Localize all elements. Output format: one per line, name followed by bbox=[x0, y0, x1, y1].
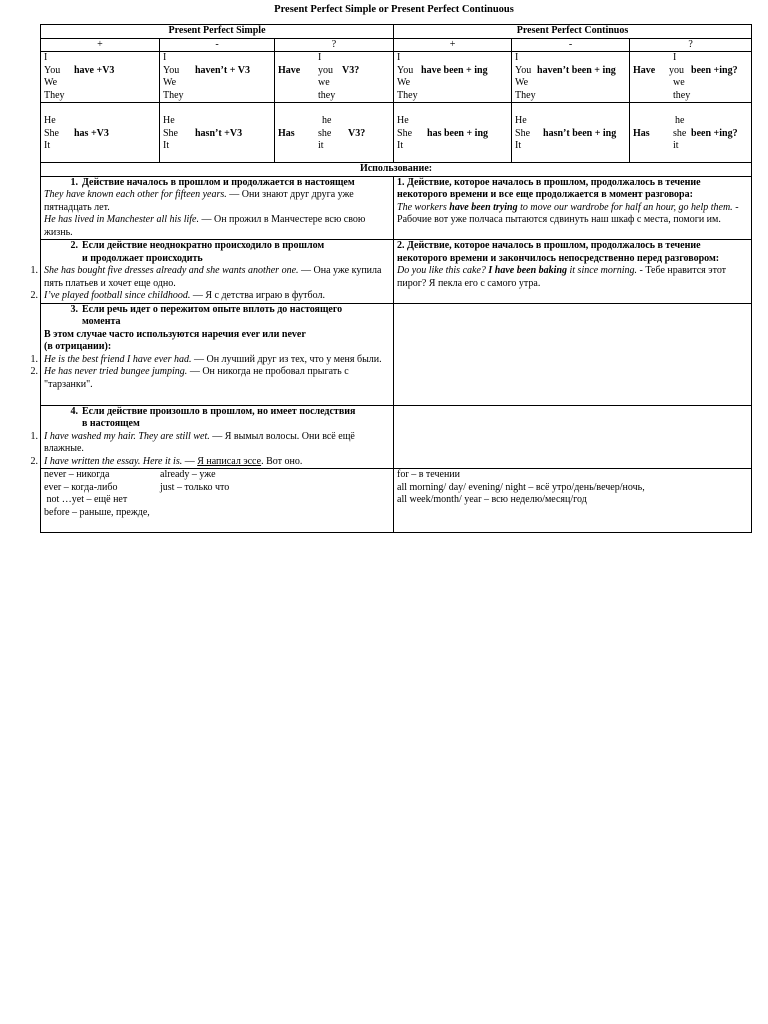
document-title: Present Perfect Simple or Present Perfect Continuous bbox=[274, 4, 514, 15]
sign-minus: - bbox=[512, 38, 630, 52]
simple-signal-words: never – никогда already – уже ever – когда-либо just – только что not …yet – ещё нет before – раньше, прежде, bbox=[41, 469, 394, 533]
simple-usage-3: 3. Если речь идет о пережитом опыте вплоть до настоящего момента В этом случае часто используются наречия ever или never (в отрицании): 1. He is the best friend I have ever had. — Он лучший друг из тех, что у меня были. 2. He has never tried bungee jumping. — Он никогда не пробовал прыгать с "тарзанки". bbox=[41, 303, 394, 405]
continuous-usage-2: 2. Действие, которое началось в прошлом, продолжалось в течение некоторого времени и закончилось непосредственно перед разговором: Do you like this cake? I have been baking it since morning. - Тебе нравится этот пирог? Я пекла его с самого утра. bbox=[394, 240, 752, 304]
header-simple: Present Perfect Simple bbox=[41, 25, 394, 39]
sign-plus: + bbox=[394, 38, 512, 52]
simple-affirmative-singular: He She has +V3 It bbox=[41, 103, 160, 163]
simple-question-singular: he Has she V3? it bbox=[275, 103, 394, 163]
simple-affirmative-plural: I You have +V3 We They bbox=[41, 52, 160, 103]
sign-question: ? bbox=[630, 38, 752, 52]
sign-plus: + bbox=[41, 38, 160, 52]
sign-question: ? bbox=[275, 38, 394, 52]
continuous-usage-3-empty bbox=[394, 303, 752, 405]
continuous-usage-1: 1. Действие, которое началось в прошлом, продолжалось в течение некоторого времени и все еще продолжается в момент разговора: The workers have been trying to move our wardrobe for half an hour, go help them. - Рабочие вот уже полчаса пытаются сдвинуть наш шкаф с места, помоги им. bbox=[394, 176, 752, 240]
simple-negative-singular: He She hasn’t +V3 It bbox=[160, 103, 275, 163]
continuous-negative-singular: He She hasn’t been + ing It bbox=[512, 103, 630, 163]
continuous-question-singular: he Has she been +ing? it bbox=[630, 103, 752, 163]
continuous-negative-plural: I You haven’t been + ing We They bbox=[512, 52, 630, 103]
continuous-question-plural: I Have you been +ing? we they bbox=[630, 52, 752, 103]
simple-negative-plural: I You haven’t + V3 We They bbox=[160, 52, 275, 103]
simple-question-plural: I Have you V3? we they bbox=[275, 52, 394, 103]
continuous-affirmative-singular: He She has been + ing It bbox=[394, 103, 512, 163]
header-continuous: Present Perfect Continuos bbox=[394, 25, 752, 39]
simple-usage-1: 1. Действие началось в прошлом и продолжается в настоящем They have known each other for fifteen years. — Они знают друг друга уже пятнадцать лет. He has lived in Manchester all his life. — Он прожил в Манчестере всю свою жизнь. bbox=[41, 176, 394, 240]
simple-usage-4: 4. Если действие произошло в прошлом, но имеет последствия в настоящем 1. I have washed my hair. They are still wet. — Я вымыл волосы. Они всё ещё влажные. 2. I have written the essay. Here it is. — Я написал эссе. Вот оно. bbox=[41, 405, 394, 469]
grammar-table bbox=[30, 24, 752, 533]
usage-heading: Использование: bbox=[41, 163, 752, 177]
sign-minus: - bbox=[160, 38, 275, 52]
continuous-affirmative-plural: I You have been + ing We They bbox=[394, 52, 512, 103]
continuous-signal-words: for – в течении all morning/ day/ evening/ night – всё утро/день/вечер/ночь, all week/month/ year – всю неделю/месяц/год bbox=[394, 469, 752, 533]
simple-usage-2: 2. Если действие неоднократно происходило в прошлом и продолжает происходить 1. She has bought five dresses already and she wants another one. — Она уже купила пять платьев и хочет еще одно. 2. I’ve played football since childhood. — Я с детства играю в футбол. bbox=[41, 240, 394, 304]
continuous-usage-4-empty bbox=[394, 405, 752, 469]
